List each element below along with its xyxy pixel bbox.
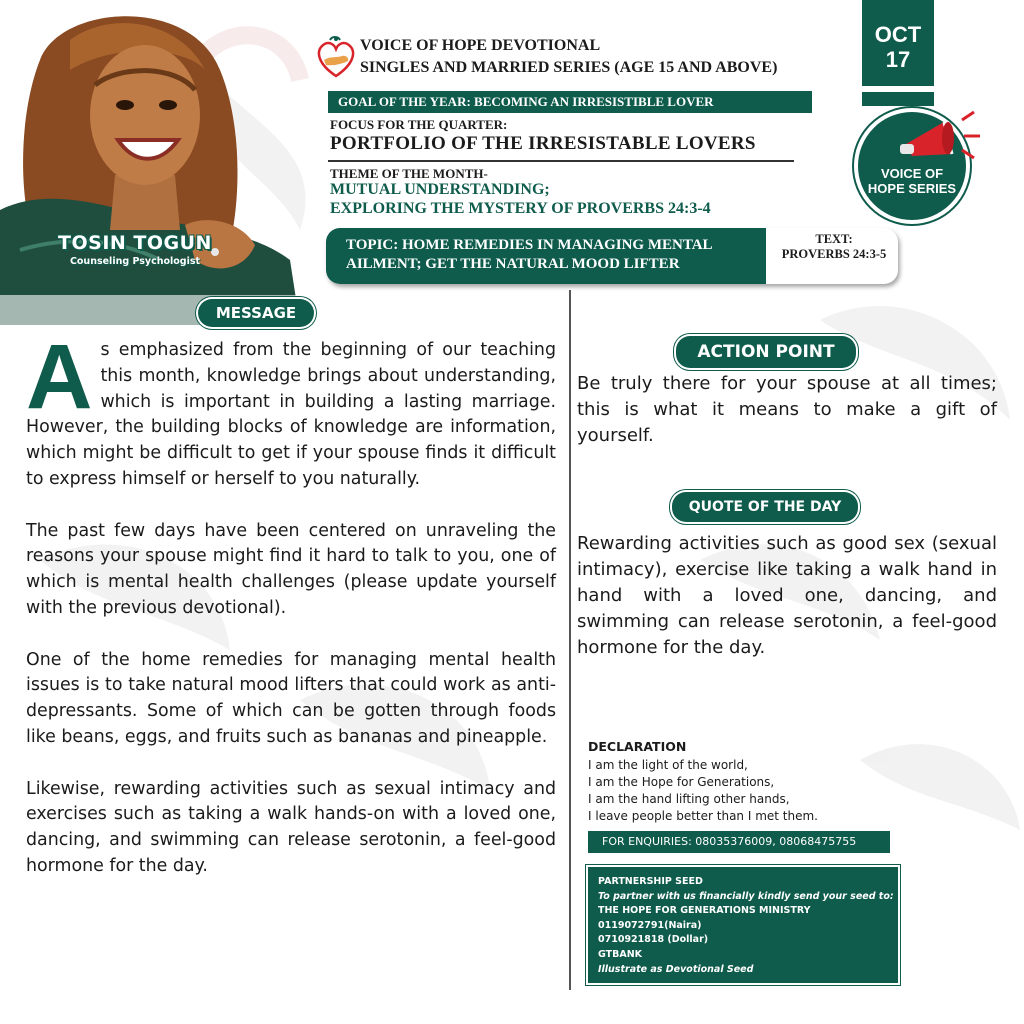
date-underbar bbox=[862, 92, 934, 106]
devotional-name: VOICE OF HOPE DEVOTIONAL bbox=[360, 37, 601, 54]
seed-title: PARTNERSHIP SEED bbox=[598, 876, 703, 887]
seed-naira-account: 0119072791(Naira) bbox=[598, 919, 702, 931]
declaration-title: DECLARATION bbox=[588, 739, 687, 754]
message-paragraph-4: Likewise, rewarding activities such as sexual intimacy and exercises such as taking a walk hands-on with a loved one, dancing, and swimming can release serotonin, a feel-good hormone for the day. bbox=[26, 778, 556, 876]
seed-bank: GTBANK bbox=[598, 948, 643, 960]
speaker-portrait bbox=[0, 0, 300, 325]
message-paragraph-1 bbox=[26, 326, 556, 493]
megaphone-icon bbox=[898, 108, 984, 170]
column-divider bbox=[569, 290, 571, 990]
quote-of-day-heading: QUOTE OF THE DAY bbox=[672, 492, 858, 522]
text-reference: PROVERBS 24:3-5 bbox=[781, 247, 887, 261]
enquiries-bar: FOR ENQUIRIES: 08035376009, 08068475755 bbox=[588, 831, 890, 853]
message-body bbox=[26, 326, 556, 906]
declaration-line: I am the light of the world, bbox=[588, 758, 748, 772]
topic-label: TOPIC: HOME REMEDIES IN MANAGING MENTAL AILMENT; GET THE NATURAL MOOD LIFTER bbox=[326, 228, 766, 284]
seed-dollar-account: 0710921818 (Dollar) bbox=[598, 934, 709, 946]
declaration-line: I am the Hope for Generations, bbox=[588, 775, 775, 789]
badge-line-2: HOPE SERIES bbox=[867, 181, 957, 196]
message-heading: MESSAGE bbox=[198, 299, 314, 327]
drop-cap: A bbox=[26, 326, 93, 428]
series-name: SINGLES AND MARRIED SERIES (AGE 15 AND ABOVE) bbox=[360, 59, 778, 76]
goal-of-year-bar: GOAL OF THE YEAR: BECOMING AN IRRESISTIBLE LOVER bbox=[328, 91, 812, 113]
heart-hands-logo-icon bbox=[316, 36, 356, 80]
speaker-name: TOSIN TOGUN bbox=[58, 232, 212, 254]
theme-line-1: MUTUAL UNDERSTANDING; bbox=[330, 181, 550, 198]
speaker-title: Counseling Psychologist bbox=[69, 256, 201, 267]
quote-text: Rewarding activities such as good sex (sexual intimacy), exercise like taking a walk hand in hand with a loved one, dancing, and swimming can release serotonin, a feel-good hormone for the day. bbox=[577, 533, 997, 658]
text-label: TEXT: bbox=[815, 232, 853, 246]
declaration-line: I am the hand lifting other hands, bbox=[588, 792, 790, 806]
declaration-lines bbox=[588, 757, 818, 825]
focus-divider bbox=[328, 160, 794, 162]
focus-label: FOCUS FOR THE QUARTER: bbox=[330, 117, 508, 132]
date-month: OCT bbox=[874, 22, 922, 47]
focus-value: PORTFOLIO OF THE IRRESISTABLE LOVERS bbox=[330, 133, 756, 154]
theme-line-2: EXPLORING THE MYSTERY OF PROVERBS 24:3-4 bbox=[330, 200, 711, 217]
scripture-text bbox=[770, 232, 898, 262]
badge-line-1: VOICE OF bbox=[880, 166, 944, 181]
seed-note: Illustrate as Devotional Seed bbox=[598, 963, 754, 975]
action-point-text: Be truly there for your spouse at all times; this is what it means to make a gift of yourself. bbox=[577, 373, 997, 446]
action-point-heading: ACTION POINT bbox=[676, 336, 856, 368]
voice-of-hope-label bbox=[854, 166, 970, 196]
partnership-seed-box bbox=[588, 867, 898, 983]
message-paragraph-1-text: s emphasized from the beginning of our teaching this month, knowledge brings about understanding, which is important in building a lasting marriage. However, the building blocks of knowledge are information, which might be difficult to get if your spouse finds it difficult to express himself or herself to you naturally. bbox=[26, 340, 556, 489]
seed-ministry: THE HOPE FOR GENERATIONS MINISTRY bbox=[598, 905, 811, 917]
declaration-line: I leave people better than I met them. bbox=[588, 809, 818, 823]
date-box bbox=[862, 0, 934, 86]
message-paragraph-3: One of the home remedies for managing mental health issues is to take natural mood lifters that could work as anti-depressants. Some of which can be gotten through foods like beans, eggs, and fruits such as bananas and pineapple. bbox=[26, 649, 556, 747]
seed-intro: To partner with us financially kindly send your seed to: bbox=[598, 890, 894, 902]
message-paragraph-2: The past few days have been centered on unraveling the reasons your spouse might find it hard to talk to you, one of which is mental health challenges (please update yourself with the previous devotional). bbox=[26, 520, 556, 618]
theme-label: THEME OF THE MONTH- bbox=[330, 166, 488, 181]
date-day: 17 bbox=[885, 47, 911, 72]
